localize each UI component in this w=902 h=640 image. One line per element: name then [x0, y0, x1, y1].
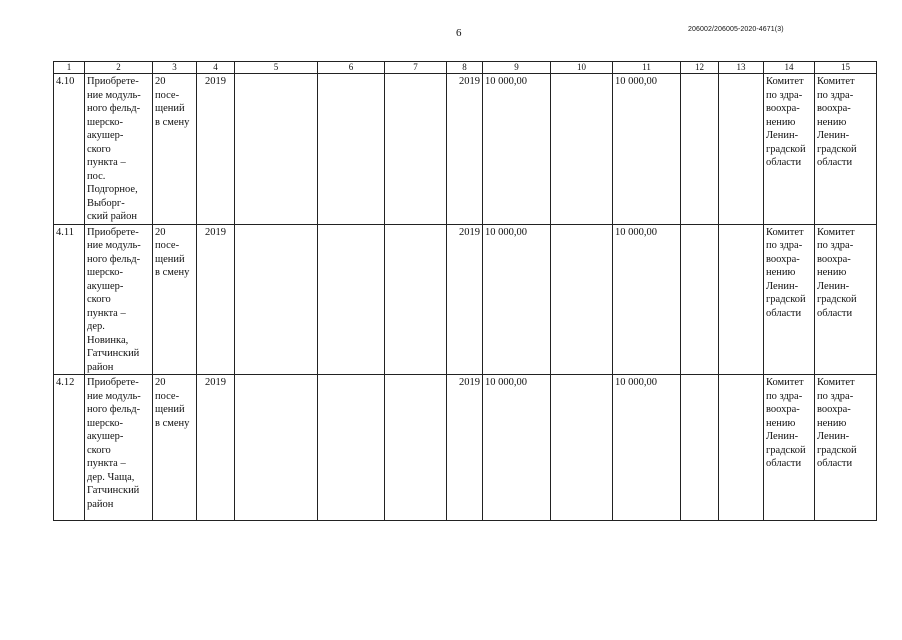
column-header: 12 — [681, 62, 719, 74]
column-header: 10 — [551, 62, 613, 74]
customer-cell: Комитет по здра- воохра- нению Ленин- градской области — [764, 74, 815, 225]
start-year-cell: 2019 — [197, 74, 235, 225]
empty-cell — [681, 224, 719, 375]
executor-cell: Комитет по здра- воохра- нению Ленин- градской области — [815, 375, 877, 521]
item-number-cell: 4.11 — [54, 224, 85, 375]
regional-amount-cell: 10 000,00 — [613, 375, 681, 521]
empty-cell — [551, 375, 613, 521]
column-header: 3 — [153, 62, 197, 74]
empty-cell — [235, 224, 318, 375]
column-header: 4 — [197, 62, 235, 74]
end-year-cell: 2019 — [447, 224, 483, 375]
capacity-cell: 20 посе- щений в смену — [153, 375, 197, 521]
total-amount-cell: 10 000,00 — [483, 375, 551, 521]
column-header: 13 — [719, 62, 764, 74]
total-amount-cell: 10 000,00 — [483, 74, 551, 225]
empty-cell — [318, 74, 385, 225]
item-number-cell: 4.12 — [54, 375, 85, 521]
column-header: 9 — [483, 62, 551, 74]
column-header: 8 — [447, 62, 483, 74]
item-name-cell: Приобрете- ние модуль- ного фельд- шерско- акушер- ского пункта – пос. Подгорное, Выборг- ский район — [85, 74, 153, 225]
empty-cell — [385, 74, 447, 225]
column-number-row — [54, 62, 877, 74]
column-header: 11 — [613, 62, 681, 74]
table-row — [54, 375, 877, 521]
table-row — [54, 74, 877, 225]
empty-cell — [719, 375, 764, 521]
empty-cell — [318, 375, 385, 521]
page-number: 6 — [456, 27, 462, 39]
document-id: 206002/206005-2020-4671(3) — [688, 26, 784, 33]
table-row — [54, 224, 877, 375]
empty-cell — [385, 224, 447, 375]
end-year-cell: 2019 — [447, 74, 483, 225]
capacity-cell: 20 посе- щений в смену — [153, 74, 197, 225]
start-year-cell: 2019 — [197, 375, 235, 521]
item-name-cell: Приобрете- ние модуль- ного фельд- шерско- акушер- ского пункта – дер. Чаща, Гатчинский район — [85, 375, 153, 521]
empty-cell — [719, 74, 764, 225]
end-year-cell: 2019 — [447, 375, 483, 521]
regional-amount-cell: 10 000,00 — [613, 224, 681, 375]
column-header: 2 — [85, 62, 153, 74]
capacity-cell: 20 посе- щений в смену — [153, 224, 197, 375]
total-amount-cell: 10 000,00 — [483, 224, 551, 375]
item-number-cell: 4.10 — [54, 74, 85, 225]
column-header: 7 — [385, 62, 447, 74]
empty-cell — [681, 74, 719, 225]
column-header: 14 — [764, 62, 815, 74]
column-header: 5 — [235, 62, 318, 74]
customer-cell: Комитет по здра- воохра- нению Ленин- градской области — [764, 224, 815, 375]
executor-cell: Комитет по здра- воохра- нению Ленин- градской области — [815, 74, 877, 225]
program-table — [53, 61, 877, 521]
empty-cell — [235, 74, 318, 225]
column-header: 6 — [318, 62, 385, 74]
empty-cell — [551, 74, 613, 225]
empty-cell — [551, 224, 613, 375]
regional-amount-cell: 10 000,00 — [613, 74, 681, 225]
column-header: 1 — [54, 62, 85, 74]
empty-cell — [719, 224, 764, 375]
empty-cell — [318, 224, 385, 375]
item-name-cell: Приобрете- ние модуль- ного фельд- шерско- акушер- ского пункта – дер. Новинка, Гатчинский район — [85, 224, 153, 375]
start-year-cell: 2019 — [197, 224, 235, 375]
column-header: 15 — [815, 62, 877, 74]
empty-cell — [681, 375, 719, 521]
empty-cell — [385, 375, 447, 521]
empty-cell — [235, 375, 318, 521]
customer-cell: Комитет по здра- воохра- нению Ленин- градской области — [764, 375, 815, 521]
executor-cell: Комитет по здра- воохра- нению Ленин- градской области — [815, 224, 877, 375]
